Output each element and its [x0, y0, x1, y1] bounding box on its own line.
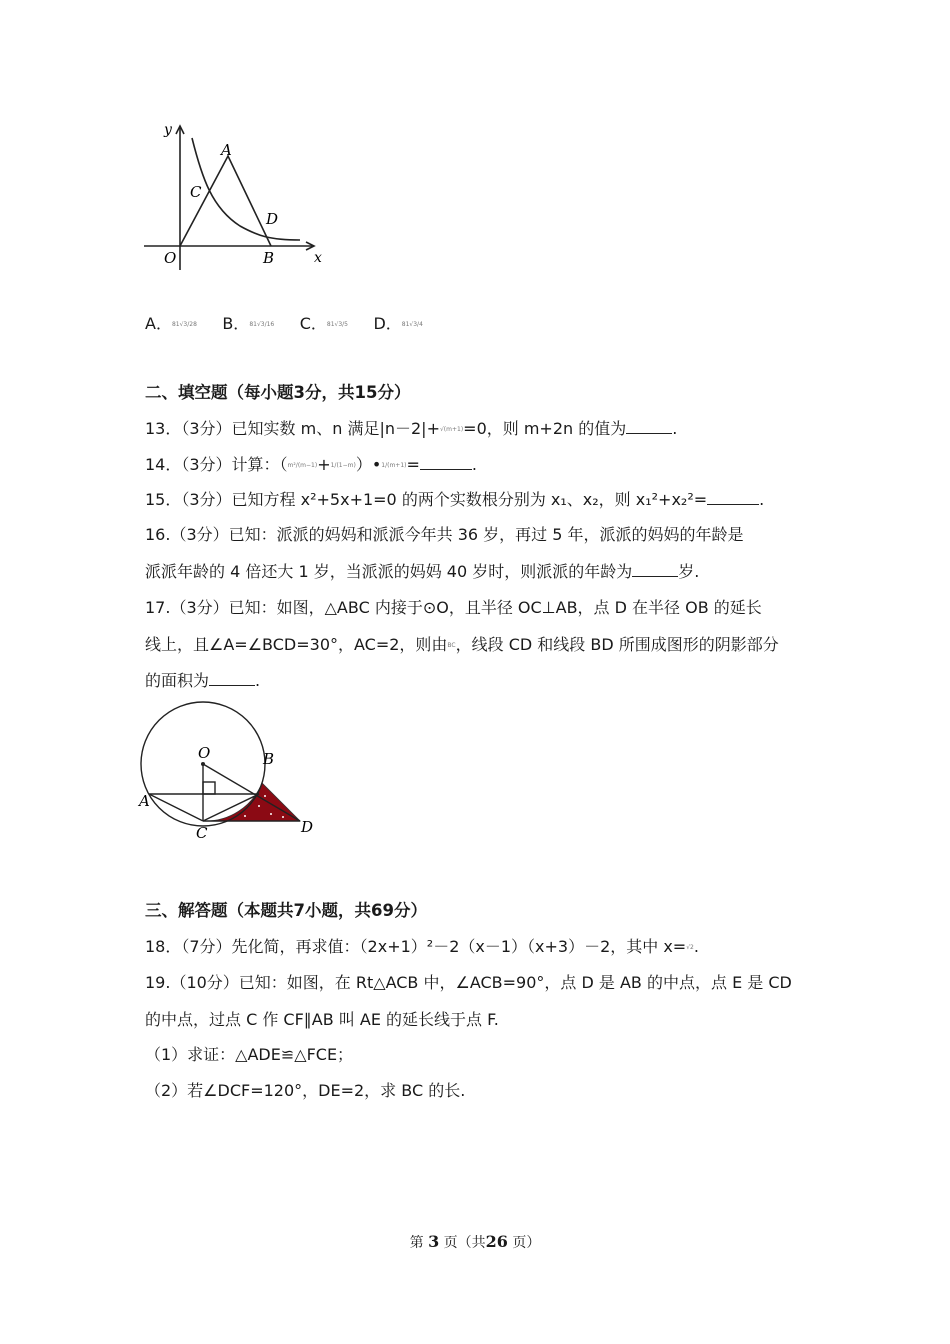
footer-page-number: 3: [428, 1232, 440, 1251]
option-b-label: B．: [222, 314, 250, 333]
segment-ac: [149, 794, 203, 821]
q15-end: .: [759, 490, 765, 509]
option-d-value: 81√3/4: [401, 321, 423, 328]
question-13: [145, 416, 677, 439]
q14-end: .: [471, 455, 477, 474]
label-b: B: [263, 750, 275, 768]
label-a: A: [221, 141, 232, 159]
q15-answer-blank: [707, 490, 759, 505]
q18-end: .: [693, 937, 699, 956]
q14-suffix: =: [406, 455, 420, 474]
q14-prefix: 14．（3分）计算：（: [145, 455, 288, 474]
q12-options: [145, 311, 423, 334]
q17-line3-prefix: 的面积为: [145, 671, 210, 690]
label-x: x: [314, 250, 322, 266]
right-angle-mark: [203, 782, 215, 794]
section-2-title: 二、填空题（每小题3分，共15分）: [145, 383, 411, 402]
question-17-line-2: [145, 632, 779, 655]
label-o: O: [198, 744, 211, 762]
q13-prefix: 13．（3分）已知实数 m、n 满足: [145, 419, 380, 438]
question-18: [145, 934, 699, 957]
figure-circle-shaded: [135, 698, 335, 848]
q15-prefix: 15．（3分）已知方程 x²+5x+1=0 的两个实数根分别为 x₁、x₂，则 x₁²+x₂²=: [145, 490, 708, 509]
q18-value: √2: [686, 944, 694, 951]
section-3-title: 三、解答题（本题共7小题，共69分）: [145, 901, 427, 920]
q16-line2-prefix: 派派年龄的 4 倍还大 1 岁，当派派的妈妈 40 岁时，则派派的年龄为: [145, 562, 633, 581]
question-15: [145, 487, 764, 510]
q17-arc-bc: BC: [447, 642, 456, 649]
q16-answer-blank: [632, 562, 678, 577]
footer-mid: 页（共: [443, 1235, 486, 1251]
q13-end: .: [672, 419, 678, 438]
q13-suffix: =0，则 m+2n 的值为: [463, 419, 627, 438]
q17-line2-prefix: 线上，且∠A=∠BCD=30°，AC=2，则由: [145, 635, 448, 654]
option-c-label: C．: [299, 314, 327, 333]
question-16-line-1: 16.（3分）已知：派派的妈妈和派派今年共 36 岁，再过 5 年，派派的妈妈的年龄是: [145, 525, 744, 544]
q13-plus: +: [426, 419, 440, 438]
q13-abs: |n－2|: [379, 419, 427, 438]
question-17-line-1: 17.（3分）已知：如图，△ABC 内接于⊙O，且半径 OC⊥AB，点 D 在半径 OB 的延长: [145, 598, 762, 617]
option-b-value: 81√3/16: [249, 321, 275, 328]
q14-plus: +: [317, 455, 331, 474]
q17-line3-end: .: [255, 671, 261, 690]
q13-sqrt: √(m+1): [439, 426, 464, 433]
question-14: [145, 452, 477, 475]
question-19-part-1: （1）求证：△ADE≌△FCE；: [145, 1045, 354, 1064]
label-b: B: [263, 249, 275, 267]
q17-line2-suffix: ，线段 CD 和线段 BD 所围成图形的阴影部分: [455, 635, 779, 654]
figure-coordinate-graph: [140, 118, 340, 278]
hyperbola-curve: [192, 138, 300, 240]
question-17-line-3: [145, 668, 260, 691]
q14-frac2: 1/(1−m): [330, 462, 356, 469]
q13-answer-blank: [626, 419, 672, 434]
q14-mid: ）•: [355, 455, 382, 474]
option-a-label: A．: [145, 314, 172, 333]
option-a-value: 81√3/28: [171, 321, 197, 328]
q14-answer-blank: [420, 455, 472, 470]
option-d-label: D．: [373, 314, 402, 333]
triangle-oab: [180, 156, 271, 246]
q16-line2-suffix: 岁.: [678, 562, 700, 581]
q17-answer-blank: [209, 671, 255, 686]
label-d: D: [301, 818, 314, 836]
label-c: C: [190, 183, 202, 201]
page-footer: [0, 1232, 950, 1252]
question-19-line-2: 的中点，过点 C 作 CF∥AB 叫 AE 的延长线于点 F.: [145, 1010, 499, 1029]
footer-pre: 第: [409, 1235, 424, 1251]
label-y: y: [164, 122, 172, 138]
q14-frac3: 1/(m+1): [381, 462, 407, 469]
q18-prefix: 18．（7分）先化简，再求值：（2x+1）²－2（x－1）（x+3）－2，其中 x=: [145, 937, 687, 956]
question-19-line-1: 19.（10分）已知：如图，在 Rt△ACB 中，∠ACB=90°，点 D 是 AB 的中点，点 E 是 CD: [145, 973, 792, 992]
label-d: D: [266, 210, 279, 228]
label-c: C: [196, 824, 208, 842]
label-o: O: [164, 249, 177, 267]
label-a: A: [139, 792, 150, 810]
center-point: [201, 762, 205, 766]
question-16-line-2: [145, 559, 699, 582]
q14-frac1: m²/(m−1): [287, 462, 318, 469]
question-19-part-2: （2）若∠DCF=120°，DE=2，求 BC 的长.: [145, 1081, 466, 1100]
option-c-value: 81√3/5: [326, 321, 348, 328]
footer-total-pages: 26: [485, 1232, 508, 1251]
footer-post: 页）: [512, 1235, 541, 1251]
